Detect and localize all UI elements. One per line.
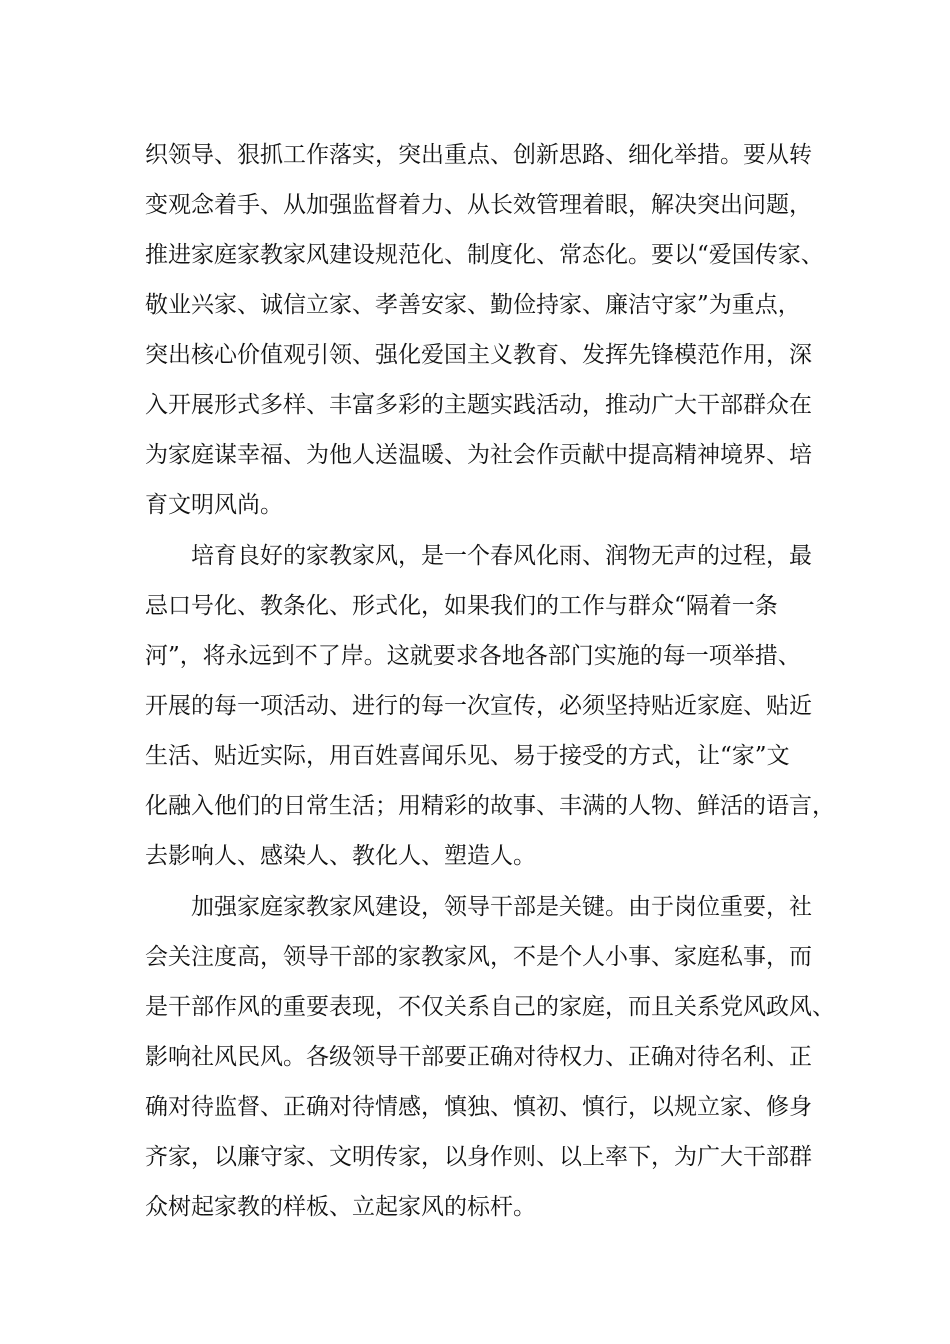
paragraph-2 — [145, 531, 845, 881]
text-line: 化融入他们的日常生活；用精彩的故事、丰满的人物、鲜活的语言， — [145, 793, 835, 819]
body-text — [145, 130, 845, 1232]
text-line: 河”，将永远到不了岸。这就要求各地各部门实施的每一项举措、 — [145, 643, 801, 669]
text-line: 齐家，以廉守家、文明传家，以身作则、以上率下，为广大干部群 — [145, 1144, 812, 1170]
text-line: 会关注度高，领导干部的家教家风，不是个人小事、家庭私事，而 — [145, 944, 812, 970]
text-line: 入开展形式多样、丰富多彩的主题实践活动，推动广大干部群众在 — [145, 392, 812, 418]
text-line: 确对待监督、正确对待情感，慎独、慎初、慎行，以规立家、修身 — [145, 1094, 812, 1120]
text-line: 突出核心价值观引领、强化爱国主义教育、发挥先锋模范作用，深 — [145, 342, 812, 368]
text-line: 去影响人、感染人、教化人、塑造人。 — [145, 843, 536, 869]
text-line: 忌口号化、教条化、形式化，如果我们的工作与群众“隔着一条 — [145, 593, 778, 619]
text-line: 织领导、狠抓工作落实，突出重点、创新思路、细化举措。要从转 — [145, 142, 812, 168]
text-line: 推进家庭家教家风建设规范化、制度化、常态化。要以“爱国传家、 — [145, 242, 824, 268]
text-line: 众树起家教的样板、立起家风的标杆。 — [145, 1194, 536, 1220]
text-line-first: 培育良好的家教家风，是一个春风化雨、润物无声的过程，最 — [191, 543, 812, 569]
text-line: 开展的每一项活动、进行的每一次宣传，必须坚持贴近家庭、贴近 — [145, 693, 812, 719]
text-line: 育文明风尚。 — [145, 492, 283, 518]
text-line: 生活、贴近实际，用百姓喜闻乐见、易于接受的方式，让“家”文 — [145, 743, 790, 769]
paragraph-3 — [145, 882, 845, 1232]
paragraph-1 — [145, 130, 845, 530]
text-line: 为家庭谋幸福、为他人送温暖、为社会作贡献中提高精神境界、培 — [145, 442, 812, 468]
text-line: 变观念着手、从加强监督着力、从长效管理着眼，解决突出问题， — [145, 192, 812, 218]
text-line-first: 加强家庭家教家风建设，领导干部是关键。由于岗位重要，社 — [191, 894, 812, 920]
text-line: 敬业兴家、诚信立家、孝善安家、勤俭持家、廉洁守家”为重点， — [145, 292, 801, 318]
text-line: 是干部作风的重要表现，不仅关系自己的家庭，而且关系党风政风、 — [145, 994, 835, 1020]
text-line: 影响社风民风。各级领导干部要正确对待权力、正确对待名利、正 — [145, 1044, 812, 1070]
